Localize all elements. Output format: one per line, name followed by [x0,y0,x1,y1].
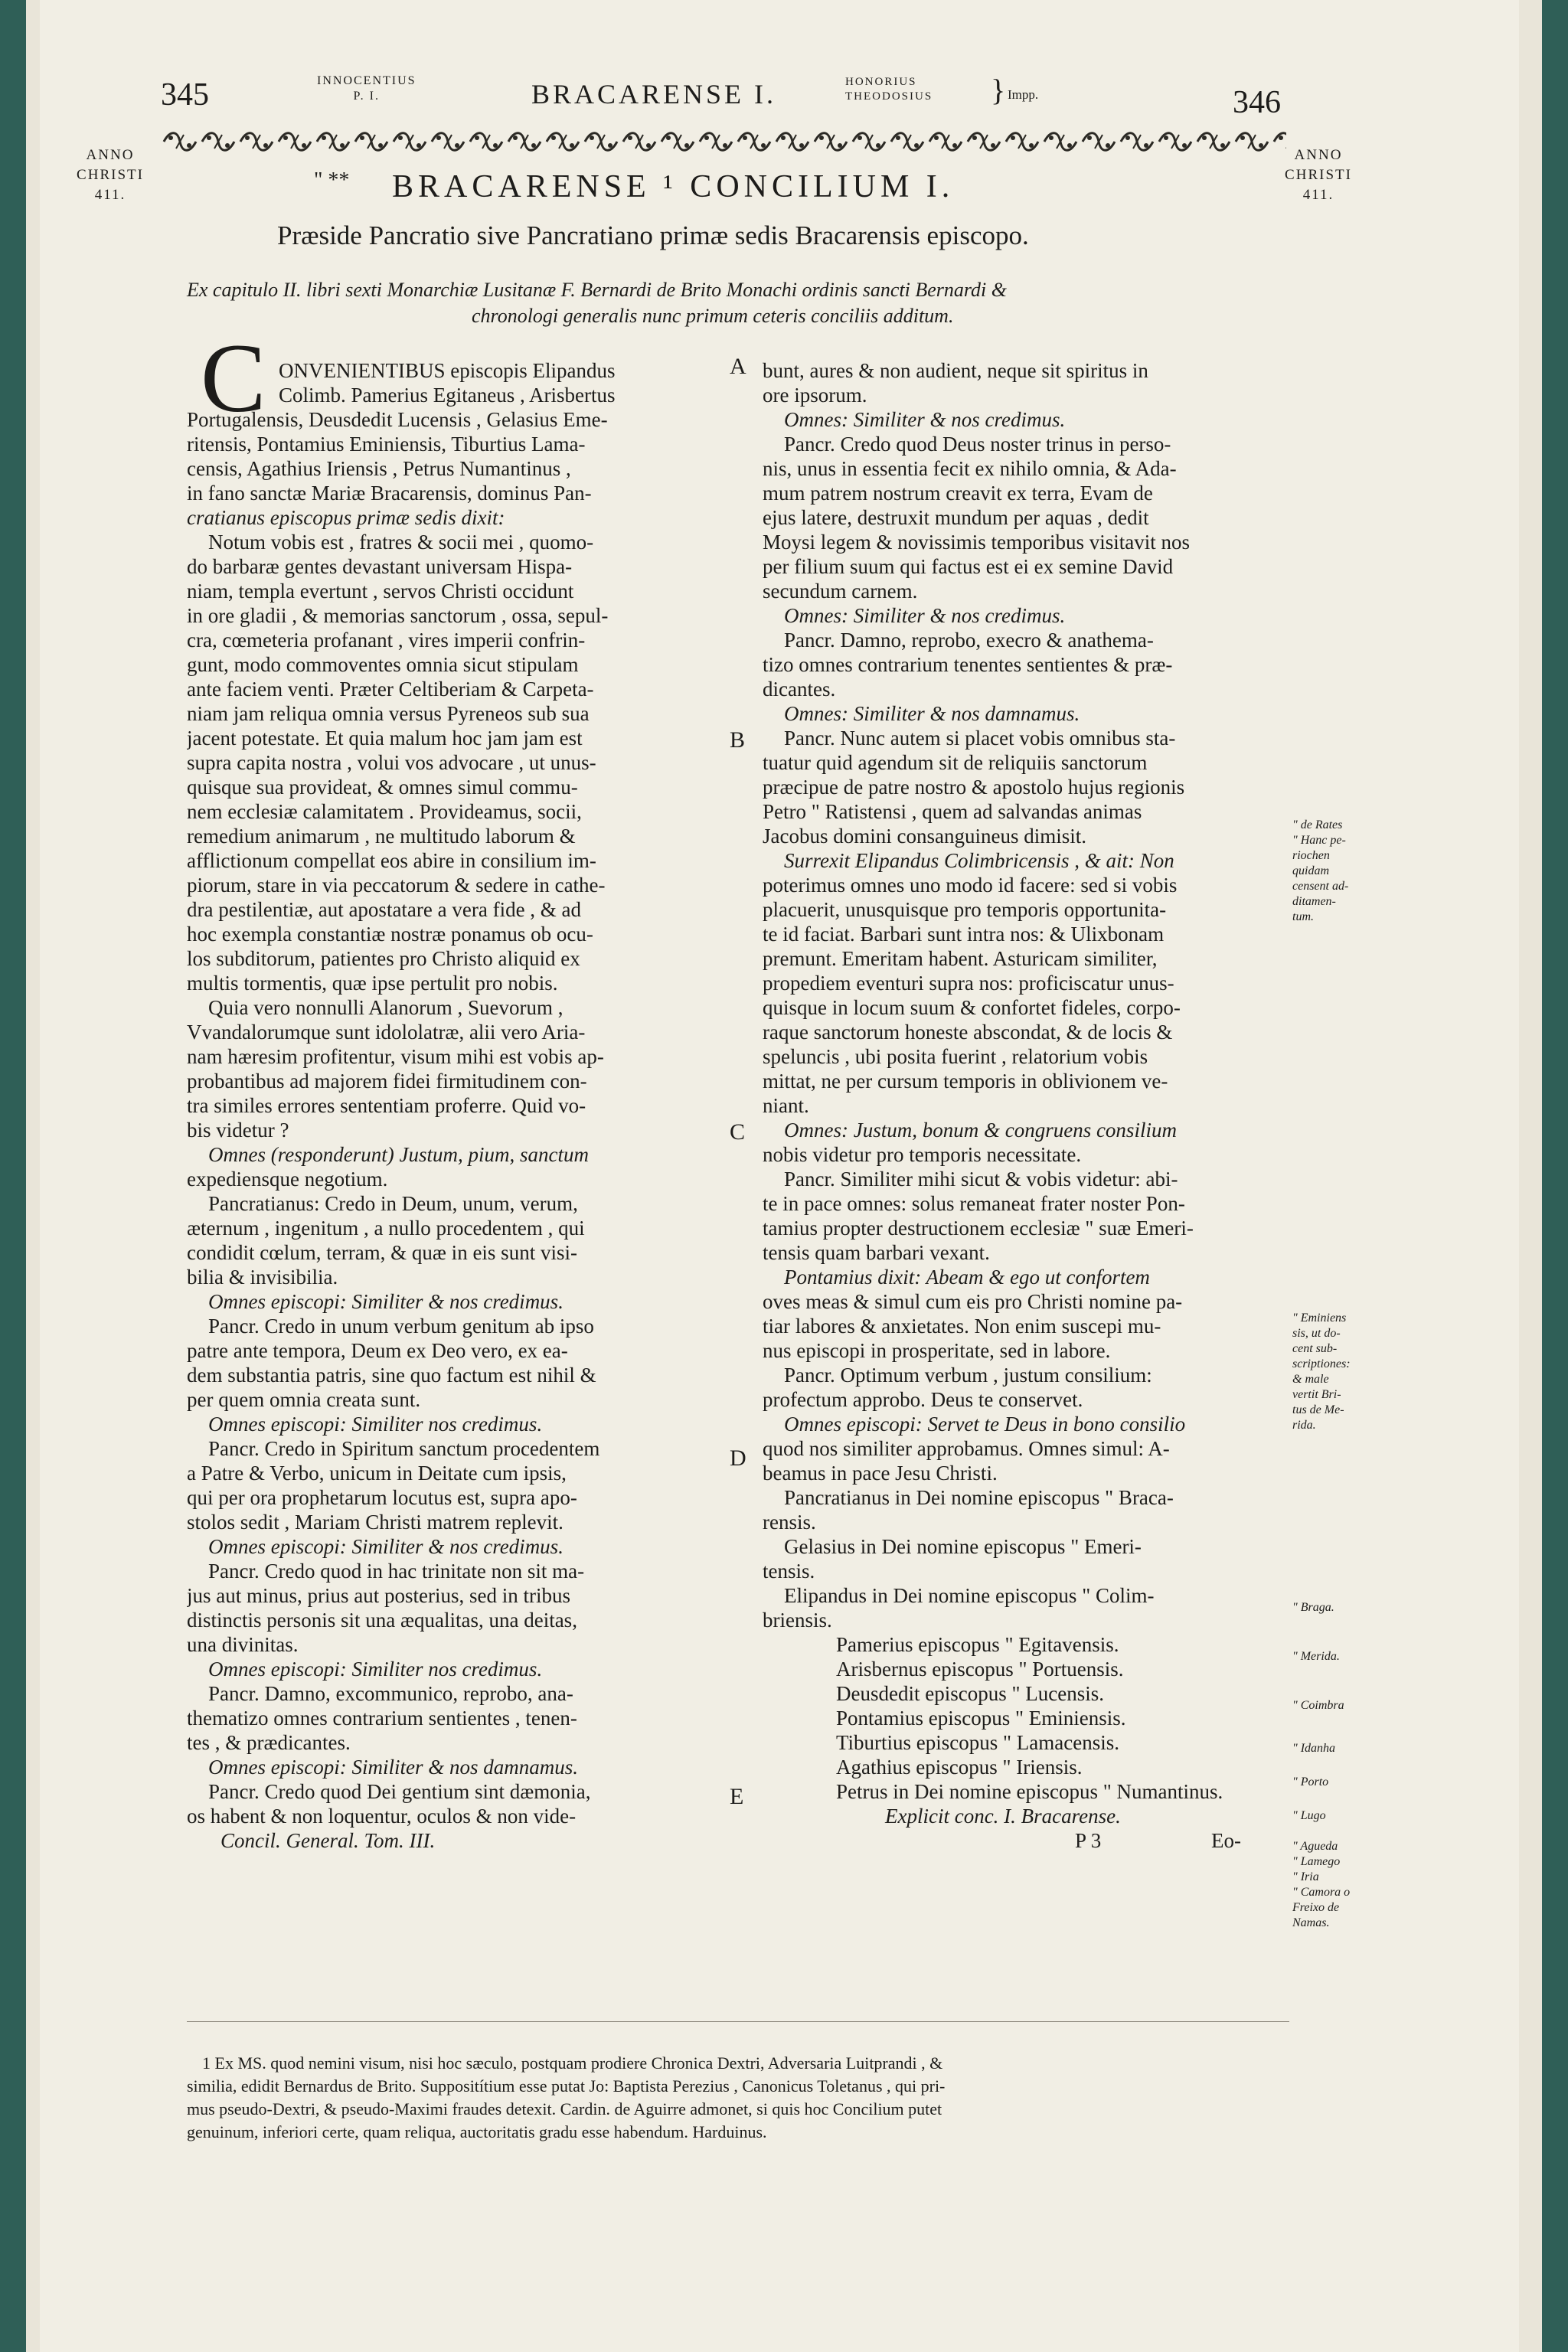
text-line: raque sanctorum honeste abscondat, & de locis & [763,1021,1173,1044]
ornamental-band [161,129,1286,155]
text-line: tra similes errores sententiam proferre. Quid vo- [187,1094,586,1117]
see-note: " Porto [1292,1775,1329,1788]
text-line: bunt, aures & non audient, neque sit spiritus in [763,359,1148,382]
emperors [845,75,933,104]
see-note: " Braga. [1292,1601,1334,1614]
text-line: Omnes: Similiter & nos credimus. [784,408,1066,431]
text-line: tes , & prædicantes. [187,1731,351,1754]
text-line: Pancratianus in Dei nomine episcopus " Braca- [784,1486,1174,1509]
year-right-3: 411. [1302,187,1334,203]
text-line: Pontamius dixit: Abeam & ego ut confortem [784,1266,1150,1289]
text-line: rensis. [763,1511,816,1534]
year-right-1: ANNO [1294,147,1343,163]
text-line: tiar labores & anxietates. Non enim suscepi mu- [763,1315,1161,1338]
text-line: in ore gladii , & memorias sanctorum , ossa, sepul- [187,604,609,627]
source-line-2: chronologi generalis nunc primum ceteris conciliis additum. [472,305,954,327]
page-number-right: 346 [1233,85,1281,120]
side-note-line: quidam [1292,864,1329,877]
text-line: beamus in pace Jesu Christi. [763,1462,998,1485]
side-note-line: " Hanc pe- [1292,834,1346,847]
text-line: quisque sua provideat, & omnes simul commu- [187,776,578,799]
title-marks: " ** [314,168,350,192]
text-line: Pancr. Credo quod Deus noster trinus in perso- [784,433,1171,456]
text-line: Pancr. Credo in unum verbum genitum ab ipso [208,1315,594,1338]
text-line: Pancr. Nunc autem si placet vobis omnibus sta- [784,727,1176,750]
text-line: Omnes (responderunt) Justum, pium, sanctum [208,1143,589,1166]
opening-line-6: in fano sanctæ Mariæ Bracarensis, dominus Pan- [187,482,592,505]
emperor-2: THEODOSIUS [845,90,933,103]
text-line: Pancr. Similiter mihi sicut & vobis videtur: abi- [784,1168,1178,1191]
text-line: dra pestilentiæ, aut apostatare a vera fide , & ad [187,898,582,921]
text-line: quisque in locum suum & confortet fideles, corpo- [763,996,1181,1019]
text-line: nobis videtur pro temporis necessitate. [763,1143,1082,1166]
text-line: multis tormentis, quæ ipse pertulit pro nobis. [187,972,558,995]
left-page-edge [26,0,40,2352]
right-column [763,358,1283,1853]
see-note: Namas. [1292,1916,1330,1929]
signature-line: Pontamius episcopus " Eminiensis. [836,1707,1126,1730]
text-line: os habent & non loquentur, oculos & non vide- [187,1805,577,1828]
text-line: per filium suum qui factus est ei ex semine David [763,555,1174,578]
text-line: ore ipsorum. [763,384,867,407]
column-letter-a: A [730,354,746,379]
text-line: Gelasius in Dei nomine episcopus " Emeri- [784,1535,1142,1558]
text-line: poterimus omnes uno modo id facere: sed si vobis [763,874,1178,897]
text-line: a Patre & Verbo, unicum in Deitate cum ipsis, [187,1462,567,1485]
document-title: BRACARENSE ¹ CONCILIUM I. [392,169,955,204]
volume-signature: Concil. General. Tom. III. [220,1829,436,1852]
text-line: piorum, stare in via peccatorum & sedere in cathe- [187,874,606,897]
pope-name [317,74,416,104]
side-note-line: tus de Me- [1292,1403,1344,1416]
drop-cap: C [201,324,266,433]
text-line: profectum approbo. Deus te conservet. [763,1388,1083,1411]
text-line: los subditorum, patientes pro Christo aliquid ex [187,947,580,970]
side-note-line: & male [1292,1373,1329,1386]
text-line: bis videtur ? [187,1119,289,1142]
text-line: Omnes episcopi: Servet te Deus in bono consilio [784,1413,1186,1436]
see-note: " Agueda [1292,1840,1338,1853]
opening-line-2: Colimb. Pamerius Egitaneus , Arisbertus [279,384,616,407]
text-line: Omnes episcopi: Similiter & nos damnamus. [208,1756,578,1779]
source-line-1: Ex capitulo II. libri sexti Monarchiæ Lusitanæ F. Bernardi de Brito Monachi ordinis sancti Bernardi & [187,279,1007,301]
signature-line: Deusdedit episcopus " Lucensis. [836,1682,1104,1705]
year-right-2: CHRISTI [1285,167,1352,183]
opening-line-1: ONVENIENTIBUS episcopis Elipandus [279,359,616,382]
text-line: te in pace omnes: solus remaneat frater noster Pon- [763,1192,1185,1215]
text-line: Pancr. Damno, excommunico, reprobo, ana- [208,1682,573,1705]
text-line: supra capita nostra , volui vos advocare , ut unus- [187,751,596,774]
text-line: Vvandalorumque sunt idololatræ, alii vero Aria- [187,1021,586,1044]
book-page [26,0,1542,2352]
column-letter-b: B [730,727,746,753]
text-line: tamius propter destructionem ecclesiæ " suæ Emeri- [763,1217,1194,1240]
side-note-rates [1292,818,1348,925]
text-line: Omnes: Similiter & nos damnamus. [784,702,1080,725]
text-line: thematizo omnes contrarium sentientes , tenen- [187,1707,577,1730]
text-line: Pancr. Credo in Spiritum sanctum procedentem [208,1437,600,1460]
text-line: cra, cœmeteria profanant , vires imperii confrin- [187,629,586,652]
side-note-line: riochen [1292,849,1330,862]
column-letter-e: E [730,1784,744,1809]
text-line: ejus latere, destruxit mundum per aquas , dedit [763,506,1149,529]
text-line: qui per ora prophetarum locutus est, supra apo- [187,1486,577,1509]
text-line: mum patrem nostrum creavit ex terra, Evam de [763,482,1153,505]
text-line: Moysi legem & novissimis temporibus visitavit nos [763,531,1191,554]
year-left-3: 411. [94,187,126,203]
year-left-2: CHRISTI [77,167,144,183]
signature-line: Agathius episcopus " Iriensis. [836,1756,1083,1779]
column-letter-d: D [730,1446,746,1471]
side-note-line: ditamen- [1292,895,1336,908]
document-subtitle: Præside Pancratio sive Pancratiano primæ sedis Bracarensis episcopo. [277,220,1029,250]
emperor-1: HONORIUS [845,76,917,88]
page-foot [763,1828,1283,1853]
text-line: propediem eventuri supra nos: proficiscatur unus- [763,972,1174,995]
footnote-line: genuinum, inferiori certe, quam reliqua, auctoritatis gradu esse habendum. Harduinus. [187,2122,767,2141]
text-line: briensis. [763,1609,832,1632]
text-line: jacent potestate. Et quia malum hoc jam jam est [187,727,583,750]
text-line: Omnes episcopi: Similiter nos credimus. [208,1413,543,1436]
text-line: placuerit, unusquisque pro temporis opportunita- [763,898,1167,921]
text-line: Notum vobis est , fratres & socii mei , quomo- [208,531,594,554]
opening-line-5: censis, Agathius Iriensis , Petrus Numantinus , [187,457,571,480]
see-note: " Lugo [1292,1809,1326,1822]
text-line: Jacobus domini consanguineus dimisit. [763,825,1086,848]
see-note: Freixo de [1292,1901,1340,1914]
text-line: dicantes. [763,678,836,701]
brace-mark: } [991,73,1006,107]
text-line: Omnes episcopi: Similiter nos credimus. [208,1658,543,1681]
see-note: " Iria [1292,1870,1319,1883]
text-line: premunt. Emeritam habent. Asturicam similiter, [763,947,1158,970]
catchword: Eo- [1211,1829,1241,1852]
text-line: probantibus ad majorem fidei firmitudinem con- [187,1070,587,1093]
text-line: nus episcopi in prosperitate, sed in labore. [763,1339,1111,1362]
opening-line-7: cratianus episcopus primæ sedis dixit: [187,506,505,529]
text-line: te id faciat. Barbari sunt intra nos: & Ulixbonam [763,923,1165,946]
opening-line-3: Portugalensis, Deusdedit Lucensis , Gelasius Eme- [187,408,608,431]
text-line: tuatur quid agendum sit de reliquiis sanctorum [763,751,1148,774]
side-note-line: vertit Bri- [1292,1388,1341,1401]
text-line: do barbaræ gentes devastant universam Hispa- [187,555,573,578]
signature-line: Arisbernus episcopus " Portuensis. [836,1658,1124,1681]
side-note-line: sis, ut do- [1292,1327,1341,1340]
see-note: " Lamego [1292,1855,1341,1868]
side-note-line: scriptiones: [1292,1357,1351,1370]
pope-number: P. I. [353,90,380,103]
text-line: distinctis personis sit una æqualitas, una deitas, [187,1609,577,1632]
footnote-line: similia, edidit Bernardus de Brito. Suppositítium esse putat Jo: Baptista Perezius , Canonicus Toletanus , qui pri- [187,2076,946,2096]
text-line: nis, unus in essentia fecit ex nihilo omnia, & Ada- [763,457,1177,480]
text-line: Surrexit Elipandus Colimbricensis , & ait: Non [784,849,1174,872]
see-note: " Coimbra [1292,1699,1344,1712]
text-line: stolos sedit , Mariam Christi matrem replevit. [187,1511,564,1534]
text-line: Quia vero nonnulli Alanorum , Suevorum , [208,996,564,1019]
year-right [1280,145,1357,205]
left-column [279,358,715,407]
text-line: Petro " Ratistensi , quem ad salvandas animas [763,800,1142,823]
text-line: dem substantia patris, sine quo factum est nihil & [187,1364,596,1387]
text-line: ante faciem venti. Præter Celtiberiam & Carpeta- [187,678,594,701]
footnote-rule [187,2021,1289,2022]
footnote [187,2052,1289,2144]
see-note: " Idanha [1292,1742,1336,1755]
text-line: remedium animarum , ne multitudo laborum & [187,825,576,848]
text-line: hoc exempla constantiæ nostræ ponamus ob ocu- [187,923,593,946]
text-line: nem ecclesiæ calamitatem . Provideamus, socii, [187,800,582,823]
signature-line: Pamerius episcopus " Egitavensis. [836,1633,1119,1656]
text-line: gunt, modo commoventes omnia sicut stipulam [187,653,579,676]
text-line: nam hæresim profitentur, visum mihi est vobis ap- [187,1045,604,1068]
see-note: " Merida. [1292,1650,1340,1663]
text-line: præcipue de patre nostro & apostolo hujus regionis [763,776,1185,799]
left-column-body [187,407,715,1853]
side-note-line: cent sub- [1292,1342,1338,1355]
side-note-line: " Eminiens [1292,1312,1347,1325]
explicit-line: Explicit conc. I. Bracarense. [885,1805,1121,1828]
year-left [72,145,149,205]
signature-line: Petrus in Dei nomine episcopus " Numantinus. [836,1780,1223,1803]
see-notes [1292,1600,1350,1931]
pope-name-text: INNOCENTIUS [317,74,416,87]
text-line: tensis. [763,1560,815,1583]
side-note-line: tum. [1292,910,1314,923]
text-line: patre ante tempora, Deum ex Deo vero, ex ea- [187,1339,568,1362]
text-line: Omnes episcopi: Similiter & nos credimus. [208,1290,564,1313]
text-line: bilia & invisibilia. [187,1266,338,1289]
right-page-edge [1519,0,1542,2352]
text-line: niam, templa evertunt , servos Christi occidunt [187,580,574,603]
year-left-1: ANNO [86,147,135,163]
text-line: Pancr. Optimum verbum , justum consilium: [784,1364,1152,1387]
text-line: jus aut minus, prius aut posterius, sed in tribus [187,1584,570,1607]
text-line: tizo omnes contrarium tenentes sentientes & præ- [763,653,1173,676]
text-line: expediensque negotium. [187,1168,388,1191]
emperor-label: Impp. [1008,87,1039,102]
text-line: per quem omnia creata sunt. [187,1388,421,1411]
text-line: oves meas & simul cum eis pro Christi nomine pa- [763,1290,1183,1313]
text-line: Pancr. Credo quod in hac trinitate non sit ma- [208,1560,585,1583]
text-line: Omnes: Similiter & nos credimus. [784,604,1066,627]
column-letter-c: C [730,1119,746,1145]
side-note-line: censent ad- [1292,880,1349,893]
text-line: afflictionum compellat eos abire in consilium im- [187,849,596,872]
text-line: Pancratianus: Credo in Deum, unum, verum, [208,1192,578,1215]
text-line: Omnes episcopi: Similiter & nos credimus. [208,1535,564,1558]
text-line: speluncis , ubi posita fuerint , relatorium vobis [763,1045,1148,1068]
running-title: BRACARENSE I. [531,79,777,109]
opening-line-4: ritensis, Pontamius Eminiensis, Tiburtius Lama- [187,433,586,456]
side-note-line: " de Rates [1292,818,1343,831]
see-note: " Camora o [1292,1886,1351,1899]
text-line: Pancr. Credo quod Dei gentium sint dæmonia, [208,1780,591,1803]
text-line: Pancr. Damno, reprobo, execro & anathema- [784,629,1154,652]
signature-line: Tiburtius episcopus " Lamacensis. [836,1731,1119,1754]
text-line: quod nos similiter approbamus. Omnes simul: A- [763,1437,1170,1460]
footnote-line: mus pseudo-Dextri, & pseudo-Maximi fraudes detexit. Cardin. de Aguirre admonet, si quis hoc Concilium putet [187,2099,942,2118]
text-line: una divinitas. [187,1633,299,1656]
text-line: tensis quam barbari vexant. [763,1241,990,1264]
text-line: niam jam reliqua omnia versus Pyreneos sub sua [187,702,590,725]
text-line: Elipandus in Dei nomine episcopus " Colim- [784,1584,1155,1607]
text-line: secundum carnem. [763,580,918,603]
side-note-line: rida. [1292,1419,1316,1432]
signature-mark: P 3 [1075,1829,1102,1852]
footnote-line: 1 Ex MS. quod nemini visum, nisi hoc sæculo, postquam prodiere Chronica Dextri, Adversaria Luitprandi , & [202,2053,943,2073]
page-number-left: 345 [161,77,209,113]
side-note-eminiensis [1292,1311,1351,1433]
text-line: niant. [763,1094,809,1117]
text-line: mittat, ne per cursum temporis in oblivionem ve- [763,1070,1168,1093]
text-line: Omnes: Justum, bonum & congruens consilium [784,1119,1177,1142]
text-line: condidit cœlum, terram, & quæ in eis sunt visi- [187,1241,577,1264]
text-line: æternum , ingenitum , a nullo procedentem , qui [187,1217,585,1240]
